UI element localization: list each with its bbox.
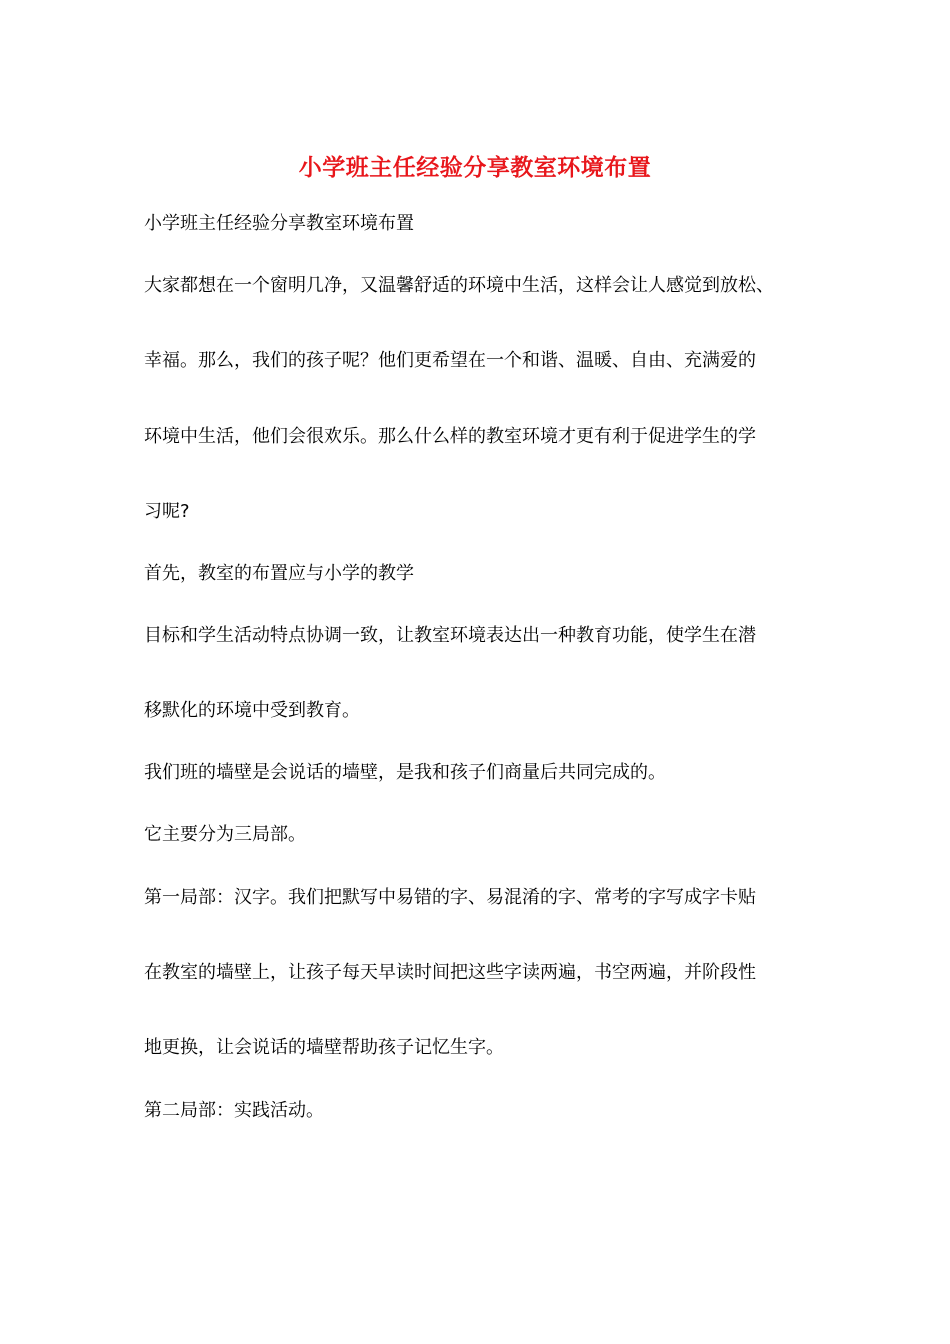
- paragraph-line: 在教室的墙壁上，让孩子每天早读时间把这些字读两遍，书空两遍，并阶段性: [144, 962, 756, 983]
- paragraph-line: 环境中生活，他们会很欢乐。那么什么样的教室环境才更有利于促进学生的学: [144, 426, 756, 447]
- paragraph-line: 目标和学生活动特点协调一致，让教室环境表达出一种教育功能，使学生在潜: [144, 625, 756, 646]
- paragraph-line: 习呢?: [144, 501, 190, 522]
- paragraph-line: 地更换，让会说话的墙壁帮助孩子记忆生字。: [144, 1037, 504, 1058]
- document-title: 小学班主任经验分享教室环境布置: [298, 154, 652, 181]
- paragraph-line: 第二局部：实践活动。: [144, 1100, 324, 1121]
- paragraph-line: 首先，教室的布置应与小学的教学: [144, 563, 414, 584]
- paragraph-line: 移默化的环境中受到教育。: [144, 700, 360, 721]
- paragraph-line: 我们班的墙壁是会说话的墙壁，是我和孩子们商量后共同完成的。: [144, 762, 666, 783]
- paragraph-line: 大家都想在一个窗明几净，又温馨舒适的环境中生活，这样会让人感觉到放松、: [144, 275, 774, 296]
- paragraph-line: 第一局部：汉字。我们把默写中易错的字、易混淆的字、常考的字写成字卡贴: [144, 887, 756, 908]
- document-subtitle: 小学班主任经验分享教室环境布置: [144, 213, 414, 234]
- paragraph-line: 它主要分为三局部。: [144, 824, 306, 845]
- paragraph-line: 幸福。那么，我们的孩子呢？他们更希望在一个和谐、温暖、自由、充满爱的: [144, 350, 756, 371]
